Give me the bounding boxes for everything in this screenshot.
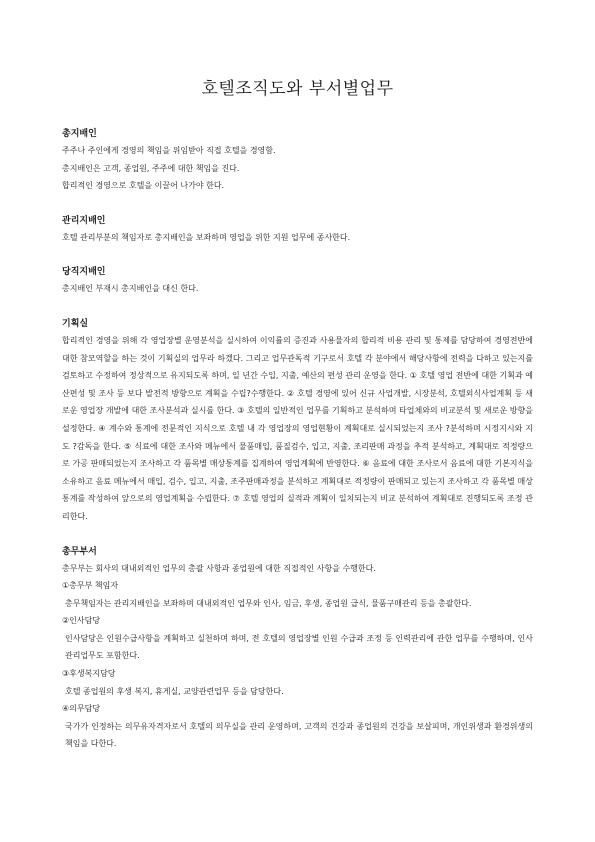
body-line: 총지배인은 고객, 종업원, 주주에 대한 책임을 진다. <box>62 163 240 173</box>
section-planning-office <box>62 316 533 526</box>
subsection-title: ④의무담당 <box>62 704 101 714</box>
body-paragraph: 합리적인 경영을 위해 각 영업장별 운영분석을 실시하여 이익률의 증진과 사용물자의 합리적 비용 관리 및 통제를 담당하여 경영전반에 대한 참모역할을 하는 것이 기획실의 업무라 하겠다. 그리고 업무관독적 기구로서 호텔 각 분야에서 해당사항에 전력을 다하고 있는지를 검토하고 수정하여 정상적으로 유지되도록 하며, 일 년간 수입, 지출, 예산의 편성 관리 운영을 한다. ① 호텔 영업 전반에 대한 기획과 예산편성 및 조사 등 보다 발전적 방향으로 계획을 수립?수행한다. ② 호텔 경영에 있어 신규 사업개발, 시장분석, 호텔외식사업계획 등 새로운 영업장 개발에 대한 조사분석과 실시를 한다. ③ 호텔의 일반적인 업무를 기획하고 분석하며 타업체와의 비교분석 및 새로운 방향을 설정한다. ④ 계수와 통계에 전문적인 지식으로 호텔 내 각 영업장의 영업현황이 계획대로 실시되었는지 조사 ?분석하며 시정지시와 지도 ?감독을 한다. ⑤ 식료에 대한 조사와 메뉴에서 물품매입, 품질검수, 입고, 지출, 조리판매 과정을 추적 분석하고, 계획대로 적정량으로 가공 판매되었는지 조사하고 각 품목별 매상통계를 집계하여 영업계획에 반영한다. ⑥ 음료에 대한 조사로서 음료에 대한 기본지식을 소유하고 음료 메뉴에서 매입, 검수, 입고, 지출, 조주판매과정을 분석하고 계획대로 적정량이 판매되고 있는지 조사하고 각 품목별 매상통계를 작성하여 앞으로의 영업계획을 수립한다. ⑦ 호텔 영업의 실적과 계획이 일치되는지 비교 분석하여 계획대로 진행되도록 조정 관리한다. <box>62 335 533 521</box>
body-paragraph: 인사담당은 인원수급사항을 계획하고 실천하며 하며, 전 호텔의 영업장별 인원 수급과 조정 등 인력관리에 관한 업무를 수행하며, 인사관리업무도 포함한다. <box>65 633 533 661</box>
body-line: 주주나 주인에게 경영의 책임을 위임받아 직접 호텔을 경영함. <box>62 146 276 155</box>
subsection-title: ①총무부 책임자 <box>62 581 119 591</box>
body-line: 호텔 관리부분의 책임자로 총지배인을 보좌하며 영업을 위한 지원 업무에 종사한다. <box>62 232 351 242</box>
section-heading: 관리지배인 <box>62 215 106 226</box>
section-general-affairs <box>62 544 533 754</box>
section-general-manager <box>62 126 533 195</box>
body-paragraph: 국가가 인정하는 의무유자격자로서 호텔의 의무실을 관리 운영하며, 고객의 건강과 종업원의 건강을 보살피며, 개인위생과 환경위생의 책임을 다한다. <box>65 721 533 749</box>
section-heading: 총무부서 <box>62 546 97 557</box>
section-heading: 당직지배인 <box>62 267 106 278</box>
body-line: 합리적인 경영으로 호텔을 이끌어 나가야 한다. <box>62 181 225 191</box>
page-title: 호텔조직도와 부서별업무 <box>201 79 394 99</box>
body-line: 총무부는 회사의 대내외적인 업무의 총괄 사항과 종업원에 대한 직접적인 사항을 수행한다. <box>62 563 376 573</box>
section-heading: 기획실 <box>62 318 89 329</box>
body-paragraph: 호텔 종업원의 후생 복지, 휴게실, 교양관련업무 등을 담당한다. <box>65 686 284 696</box>
section-resident-manager <box>62 213 533 247</box>
subsection-title: ②인사담당 <box>62 616 101 626</box>
subsection-title: ③후생복지담당 <box>62 669 116 679</box>
section-heading: 총지배인 <box>62 129 97 139</box>
body-paragraph: 총무책임자는 관리지배인을 보좌하며 대내외적인 업무와 인사, 임금, 후생, 종업원 급식, 물품구매관리 등을 총괄한다. <box>65 598 472 608</box>
body-line: 총지배인 부재시 총지배인을 대신 한다. <box>62 284 199 294</box>
section-duty-manager <box>62 264 533 298</box>
